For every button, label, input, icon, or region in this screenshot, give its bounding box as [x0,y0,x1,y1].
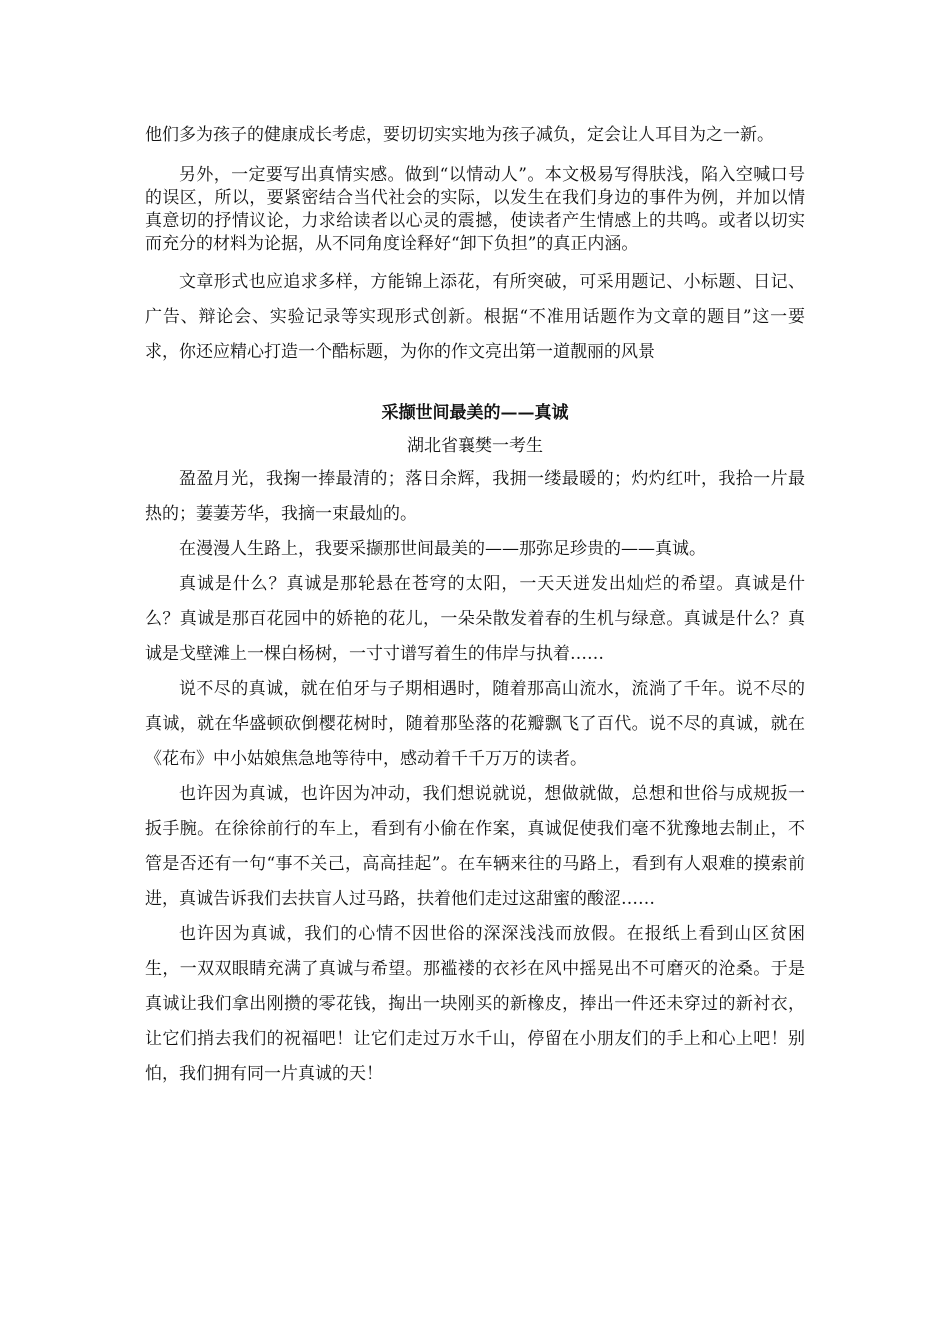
intro-paragraph-1: 他们多为孩子的健康成长考虑，要切切实实地为孩子减负，定会让人耳目为之一新。 [145,125,774,145]
essay-paragraph-4: 说不尽的真诚，就在伯牙与子期相遇时，随着那高山流水，流淌了千年。说不尽的真诚，就在华盛顿砍倒樱花树时，随着那坠落的花瓣飘飞了百代。说不尽的真诚，就在《花布》中小姑娘焦急地等待中，感动着千千万万的读者。 [145,679,805,769]
essay-paragraph-1: 盈盈月光，我掬一捧最清的；落日余辉，我拥一缕最暖的；灼灼红叶，我拾一片最热的；萋萋芳华，我摘一束最灿的。 [145,469,805,524]
document-page [145,118,805,1092]
essay-author: 湖北省襄樊一考生 [407,436,543,456]
essay-paragraph-5: 也许因为真诚，也许因为冲动，我们想说就说，想做就做，总想和世俗与成规扳一扳手腕。在徐徐前行的车上，看到有小偷在作案，真诚促使我们毫不犹豫地去制止，不管是否还有一句“事不关己，高高挂起”。在车辆来往的马路上，看到有人艰难的摸索前进，真诚告诉我们去扶盲人过马路，扶着他们走过这甜蜜的酸涩…… [145,784,805,909]
essay-paragraph-3: 真诚是什么？真诚是那轮悬在苍穹的太阳，一天天迸发出灿烂的希望。真诚是什么？真诚是那百花园中的娇艳的花儿，一朵朵散发着春的生机与绿意。真诚是什么？真诚是戈壁滩上一棵白杨树，一寸寸谱写着生的伟岸与执着…… [145,574,805,664]
essay-paragraph-6: 也许因为真诚，我们的心情不因世俗的深深浅浅而放假。在报纸上看到山区贫困生，一双双眼睛充满了真诚与希望。那褴褛的衣衫在风中摇晃出不可磨灭的沧桑。于是真诚让我们拿出刚攒的零花钱，掏出一块刚买的新橡皮，捧出一件还未穿过的新衬衣，让它们捎去我们的祝福吧！让它们走过万水千山，停留在小朋友们的手上和心上吧！别怕，我们拥有同一片真诚的天！ [145,924,805,1084]
intro-paragraph-3: 文章形式也应追求多样，方能锦上添花，有所突破，可采用题记、小标题、日记、广告、辩论会、实验记录等实现形式创新。根据“不准用话题作为文章的题目”这一要求，你还应精心打造一个酷标题，为你的作文亮出第一道靓丽的风景 [145,272,805,362]
essay-paragraph-2: 在漫漫人生路上，我要采撷那世间最美的——那弥足珍贵的——真诚。 [179,539,706,559]
intro-paragraph-2: 另外，一定要写出真情实感。做到“以情动人”。本文极易写得肤浅，陷入空喊口号的误区，所以，要紧密结合当代社会的实际，以发生在我们身边的事件为例，并加以情真意切的抒情议论，力求给读者以心灵的震撼，使读者产生情感上的共鸣。或者以切实而充分的材料为论据，从不同角度诠释好“卸下负担”的真正内涵。 [145,165,805,254]
essay-title: 采撷世间最美的——真诚 [381,403,569,423]
